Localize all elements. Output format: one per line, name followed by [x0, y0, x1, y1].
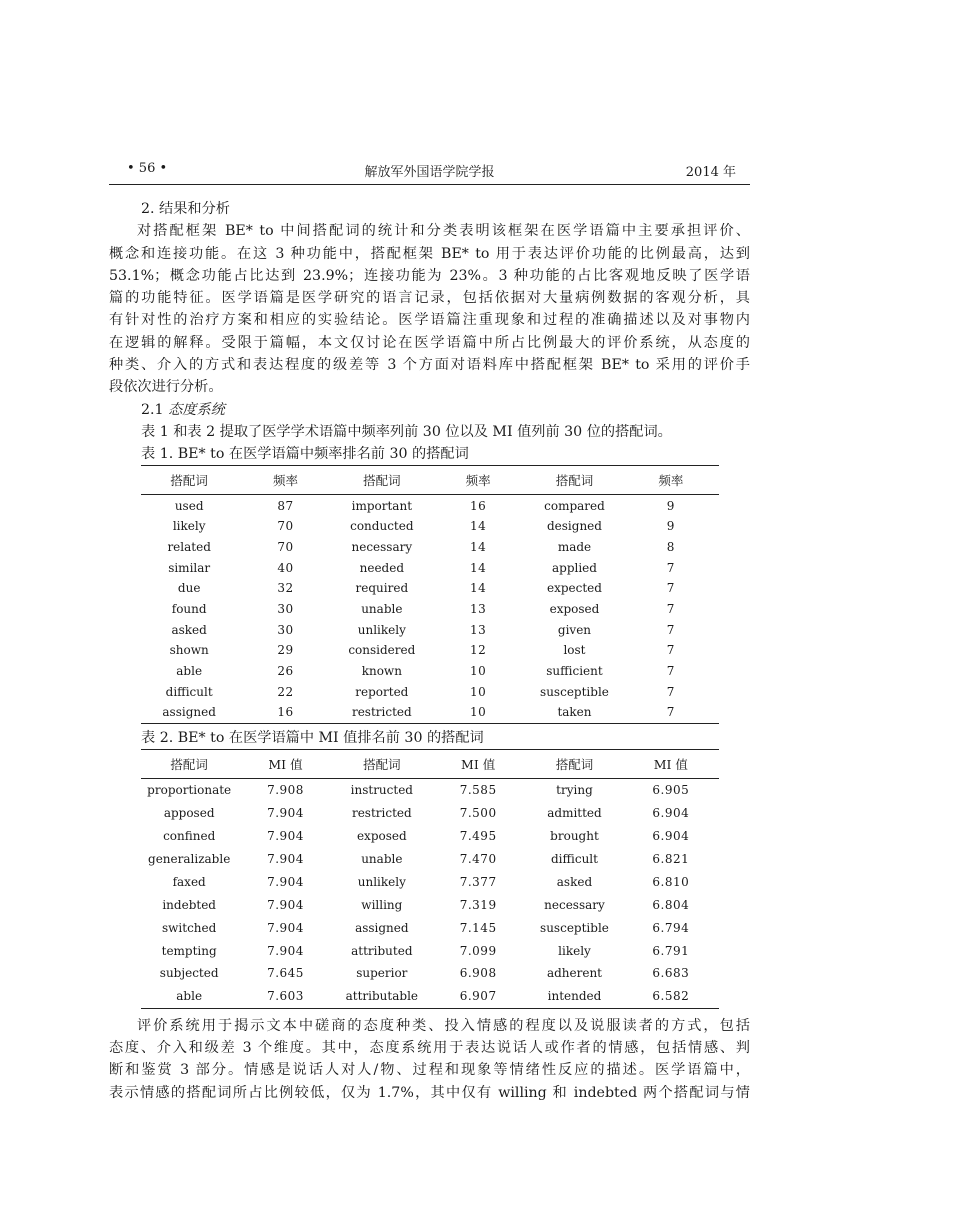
collocate-cell: brought — [550, 829, 599, 844]
value-cell: 16 — [277, 705, 294, 720]
collocate-cell: taken — [557, 705, 592, 720]
value-cell: 7.585 — [459, 783, 497, 798]
value-cell: 10 — [470, 664, 487, 679]
value-cell: 7 — [666, 560, 675, 575]
collocate-cell: trying — [556, 783, 593, 798]
value-cell: 9 — [666, 519, 675, 534]
subsection-name: 态度系统 — [168, 401, 225, 418]
column-header: 搭配词 — [334, 749, 430, 778]
value-cell: 7.904 — [267, 920, 304, 935]
paragraph-line: 段依次进行分析。 — [109, 379, 223, 396]
table-row — [141, 640, 719, 661]
collocate-cell: exposed — [356, 829, 407, 844]
column-header: 搭配词 — [334, 466, 430, 495]
collocate-cell: designed — [546, 519, 602, 534]
section-title: 2. 结果和分析 — [141, 201, 230, 217]
collocate-cell: subjected — [159, 966, 219, 981]
table-row — [141, 702, 719, 723]
value-cell: 70 — [277, 519, 294, 534]
collocate-cell: given — [557, 622, 592, 637]
value-cell: 7 — [666, 581, 675, 596]
value-cell: 7 — [666, 643, 675, 658]
table-row — [141, 916, 719, 939]
collocate-cell: able — [176, 664, 203, 679]
collocate-cell: unable — [361, 851, 403, 866]
paragraph-line: 在逻辑的解释。受限于篇幅，本文仅讨论在医学语篇中所占比例最大的评价系统，从态度的 — [109, 334, 750, 351]
value-cell: 7.500 — [459, 806, 497, 821]
value-cell: 7.099 — [459, 943, 497, 958]
table-row — [141, 599, 719, 620]
collocate-cell: sufficient — [546, 664, 603, 679]
value-cell: 10 — [470, 705, 487, 720]
value-cell: 6.905 — [652, 783, 690, 798]
collocate-cell: required — [355, 581, 409, 596]
table-row — [141, 681, 719, 702]
table-row — [141, 578, 719, 599]
collocate-cell: restricted — [351, 806, 412, 821]
paragraph-line: 篇的功能特征。医学语篇是医学研究的语言记录，包括依据对大量病例数据的客观分析，具 — [109, 290, 750, 307]
collocate-cell: needed — [359, 560, 405, 575]
collocate-cell: likely — [172, 519, 206, 534]
value-cell: 6.904 — [652, 829, 690, 844]
collocate-cell: difficult — [165, 684, 213, 699]
value-cell: 30 — [277, 602, 294, 617]
value-cell: 7 — [666, 684, 675, 699]
value-cell: 6.791 — [652, 943, 690, 958]
paragraph-line: 53.1%；概念功能占比达到 23.9%；连接功能为 23%。3 种功能的占比客观地反映了医学语 — [109, 267, 750, 284]
value-cell: 9 — [666, 498, 675, 513]
value-cell: 7.645 — [267, 966, 304, 981]
column-header: 搭配词 — [141, 749, 237, 778]
value-cell: 7 — [666, 602, 675, 617]
table-header-row — [141, 466, 719, 495]
value-cell: 7.904 — [267, 851, 304, 866]
paragraph-line: 断和鉴赏 3 部分。情感是说话人对人/物、过程和现象等情绪性反应的描述。医学语篇中， — [109, 1062, 750, 1079]
table2-body — [141, 778, 719, 1008]
collocate-cell: superior — [356, 966, 408, 981]
table-row — [141, 893, 719, 916]
value-cell: 29 — [277, 643, 294, 658]
table-row — [141, 619, 719, 640]
collocate-cell: adherent — [546, 966, 602, 981]
collocate-cell: unlikely — [357, 874, 406, 889]
collocate-cell: conducted — [350, 519, 414, 534]
value-cell: 7 — [666, 622, 675, 637]
collocate-cell: admitted — [547, 806, 602, 821]
collocate-cell: found — [171, 602, 207, 617]
value-cell: 12 — [470, 643, 487, 658]
paragraph-line: 态度、介入和级差 3 个维度。其中，态度系统用于表达说话人或作者的情感，包括情感、判 — [109, 1040, 750, 1057]
collocate-cell: expected — [546, 581, 602, 596]
value-cell: 13 — [470, 622, 487, 637]
value-cell: 7.904 — [267, 897, 304, 912]
collocate-cell: intended — [547, 989, 602, 1004]
value-cell: 7 — [666, 664, 675, 679]
value-cell: 16 — [470, 498, 487, 513]
collocate-cell: used — [174, 498, 204, 513]
value-cell: 6.683 — [652, 966, 690, 981]
table-intro: 表 1 和表 2 提取了医学学术语篇中频率列前 30 位以及 MI 值列前 30 位的搭配词。 — [141, 423, 672, 440]
table-row — [141, 870, 719, 893]
collocate-cell: due — [177, 581, 201, 596]
collocate-cell: important — [351, 498, 413, 513]
value-cell: 6.904 — [652, 806, 690, 821]
paragraph-line: 概念和连接功能。在这 3 种功能中，搭配框架 BE* to 用于表达评价功能的比例最高，达到 — [109, 245, 750, 262]
collocate-cell: attributable — [345, 989, 419, 1004]
collocate-cell: necessary — [351, 539, 413, 554]
table-header-row — [141, 749, 719, 778]
collocate-cell: related — [167, 539, 211, 554]
table-row — [141, 939, 719, 962]
collocate-cell: applied — [551, 560, 597, 575]
value-cell: 13 — [470, 602, 487, 617]
value-cell: 87 — [277, 498, 294, 513]
table2 — [141, 749, 719, 1009]
paragraph-1 — [109, 220, 750, 398]
value-cell: 10 — [470, 684, 487, 699]
collocate-cell: shown — [169, 643, 209, 658]
collocate-cell: lost — [563, 643, 586, 658]
collocate-cell: susceptible — [540, 920, 609, 935]
table2-caption: 表 2. BE* to 在医学语篇中 MI 值排名前 30 的搭配词 — [141, 729, 484, 746]
column-header: 频率 — [623, 466, 719, 495]
collocate-cell: unlikely — [357, 622, 406, 637]
article-body — [109, 198, 750, 1104]
value-cell: 32 — [277, 581, 294, 596]
running-header — [109, 158, 750, 185]
collocate-cell: reported — [355, 684, 409, 699]
value-cell: 14 — [470, 581, 487, 596]
collocate-cell: unable — [361, 602, 403, 617]
table-row — [141, 825, 719, 848]
page-number: • 56 • — [127, 161, 168, 176]
value-cell: 6.821 — [652, 851, 690, 866]
table-row — [141, 962, 719, 985]
collocate-cell: assigned — [162, 705, 216, 720]
value-cell: 7.377 — [459, 874, 497, 889]
paragraph-line: 对搭配框架 BE* to 中间搭配词的统计和分类表明该框架在医学语篇中主要承担评价、 — [137, 223, 750, 240]
column-header: MI 值 — [623, 749, 719, 778]
column-header: 搭配词 — [526, 749, 622, 778]
value-cell: 7.145 — [459, 920, 497, 935]
value-cell: 6.908 — [459, 966, 497, 981]
column-header: MI 值 — [237, 749, 333, 778]
journal-title: 解放军外国语学院学报 — [364, 165, 495, 180]
collocate-cell: exposed — [549, 602, 600, 617]
collocate-cell: made — [557, 539, 592, 554]
collocate-cell: attributed — [351, 943, 413, 958]
table-row — [141, 516, 719, 537]
value-cell: 22 — [277, 684, 294, 699]
table-row — [141, 495, 719, 516]
value-cell: 40 — [277, 560, 294, 575]
collocate-cell: confined — [163, 829, 216, 844]
collocate-cell: difficult — [550, 851, 598, 866]
paragraph-2 — [109, 1015, 750, 1104]
value-cell: 7 — [666, 705, 675, 720]
collocate-cell: indebted — [162, 897, 216, 912]
table-row — [141, 661, 719, 682]
collocate-cell: able — [176, 989, 203, 1004]
collocate-cell: susceptible — [540, 684, 609, 699]
collocate-cell: tempting — [161, 943, 217, 958]
value-cell: 7.603 — [267, 989, 304, 1004]
collocate-cell: willing — [361, 897, 403, 912]
value-cell: 8 — [666, 539, 675, 554]
collocate-cell: asked — [171, 622, 207, 637]
collocate-cell: instructed — [350, 783, 413, 798]
value-cell: 7.904 — [267, 874, 304, 889]
value-cell: 14 — [470, 560, 487, 575]
table-row — [141, 985, 719, 1008]
column-header: 频率 — [430, 466, 526, 495]
value-cell: 70 — [277, 539, 294, 554]
table-row — [141, 537, 719, 558]
table1 — [141, 465, 719, 724]
value-cell: 7.470 — [459, 851, 497, 866]
value-cell: 7.495 — [459, 829, 497, 844]
collocate-cell: switched — [162, 920, 217, 935]
value-cell: 6.907 — [459, 989, 497, 1004]
value-cell: 7.904 — [267, 806, 304, 821]
collocate-cell: assigned — [355, 920, 409, 935]
collocate-cell: apposed — [163, 806, 215, 821]
collocate-cell: considered — [348, 643, 416, 658]
column-header: 频率 — [237, 466, 333, 495]
collocate-cell: known — [361, 664, 402, 679]
collocate-cell: asked — [556, 874, 593, 889]
collocate-cell: compared — [544, 498, 605, 513]
collocate-cell: similar — [168, 560, 211, 575]
value-cell: 6.810 — [652, 874, 690, 889]
column-header: MI 值 — [430, 749, 526, 778]
table-row — [141, 802, 719, 825]
value-cell: 6.804 — [652, 897, 690, 912]
table-row — [141, 557, 719, 578]
value-cell: 14 — [470, 519, 487, 534]
collocate-cell: necessary — [544, 897, 605, 912]
value-cell: 7.319 — [459, 897, 497, 912]
table-row — [141, 778, 719, 801]
value-cell: 7.908 — [267, 783, 304, 798]
column-header: 搭配词 — [526, 466, 622, 495]
column-header: 搭配词 — [141, 466, 237, 495]
paragraph-line: 表示情感的搭配词所占比例较低，仅为 1.7%，其中仅有 willing 和 indebted 两个搭配词与情 — [109, 1084, 750, 1101]
value-cell: 14 — [470, 539, 487, 554]
paragraph-line: 评价系统用于揭示文本中磋商的态度种类、投入情感的程度以及说服读者的方式，包括 — [137, 1017, 750, 1034]
subsection-title — [109, 399, 750, 421]
collocate-cell: likely — [558, 943, 591, 958]
collocate-cell: generalizable — [148, 851, 231, 866]
value-cell: 6.582 — [652, 989, 690, 1004]
table-row — [141, 848, 719, 871]
collocate-cell: restricted — [351, 705, 412, 720]
paragraph-line: 有针对性的治疗方案和相应的实验结论。医学语篇注重现象和过程的准确描述以及对事物内 — [109, 312, 750, 329]
value-cell: 7.904 — [267, 829, 304, 844]
paragraph-line: 种类、介入的方式和表达程度的级差等 3 个方面对语料库中搭配框架 BE* to 采用的评价手 — [109, 357, 750, 374]
value-cell: 6.794 — [652, 920, 690, 935]
value-cell: 26 — [277, 664, 294, 679]
year: 2014 年 — [685, 165, 736, 180]
table1-body — [141, 495, 719, 724]
subsection-number: 2.1 — [141, 401, 164, 418]
collocate-cell: faxed — [172, 874, 206, 889]
value-cell: 30 — [277, 622, 294, 637]
table1-caption: 表 1. BE* to 在医学语篇中频率排名前 30 的搭配词 — [141, 446, 469, 463]
collocate-cell: proportionate — [147, 783, 232, 798]
value-cell: 7.904 — [267, 943, 304, 958]
